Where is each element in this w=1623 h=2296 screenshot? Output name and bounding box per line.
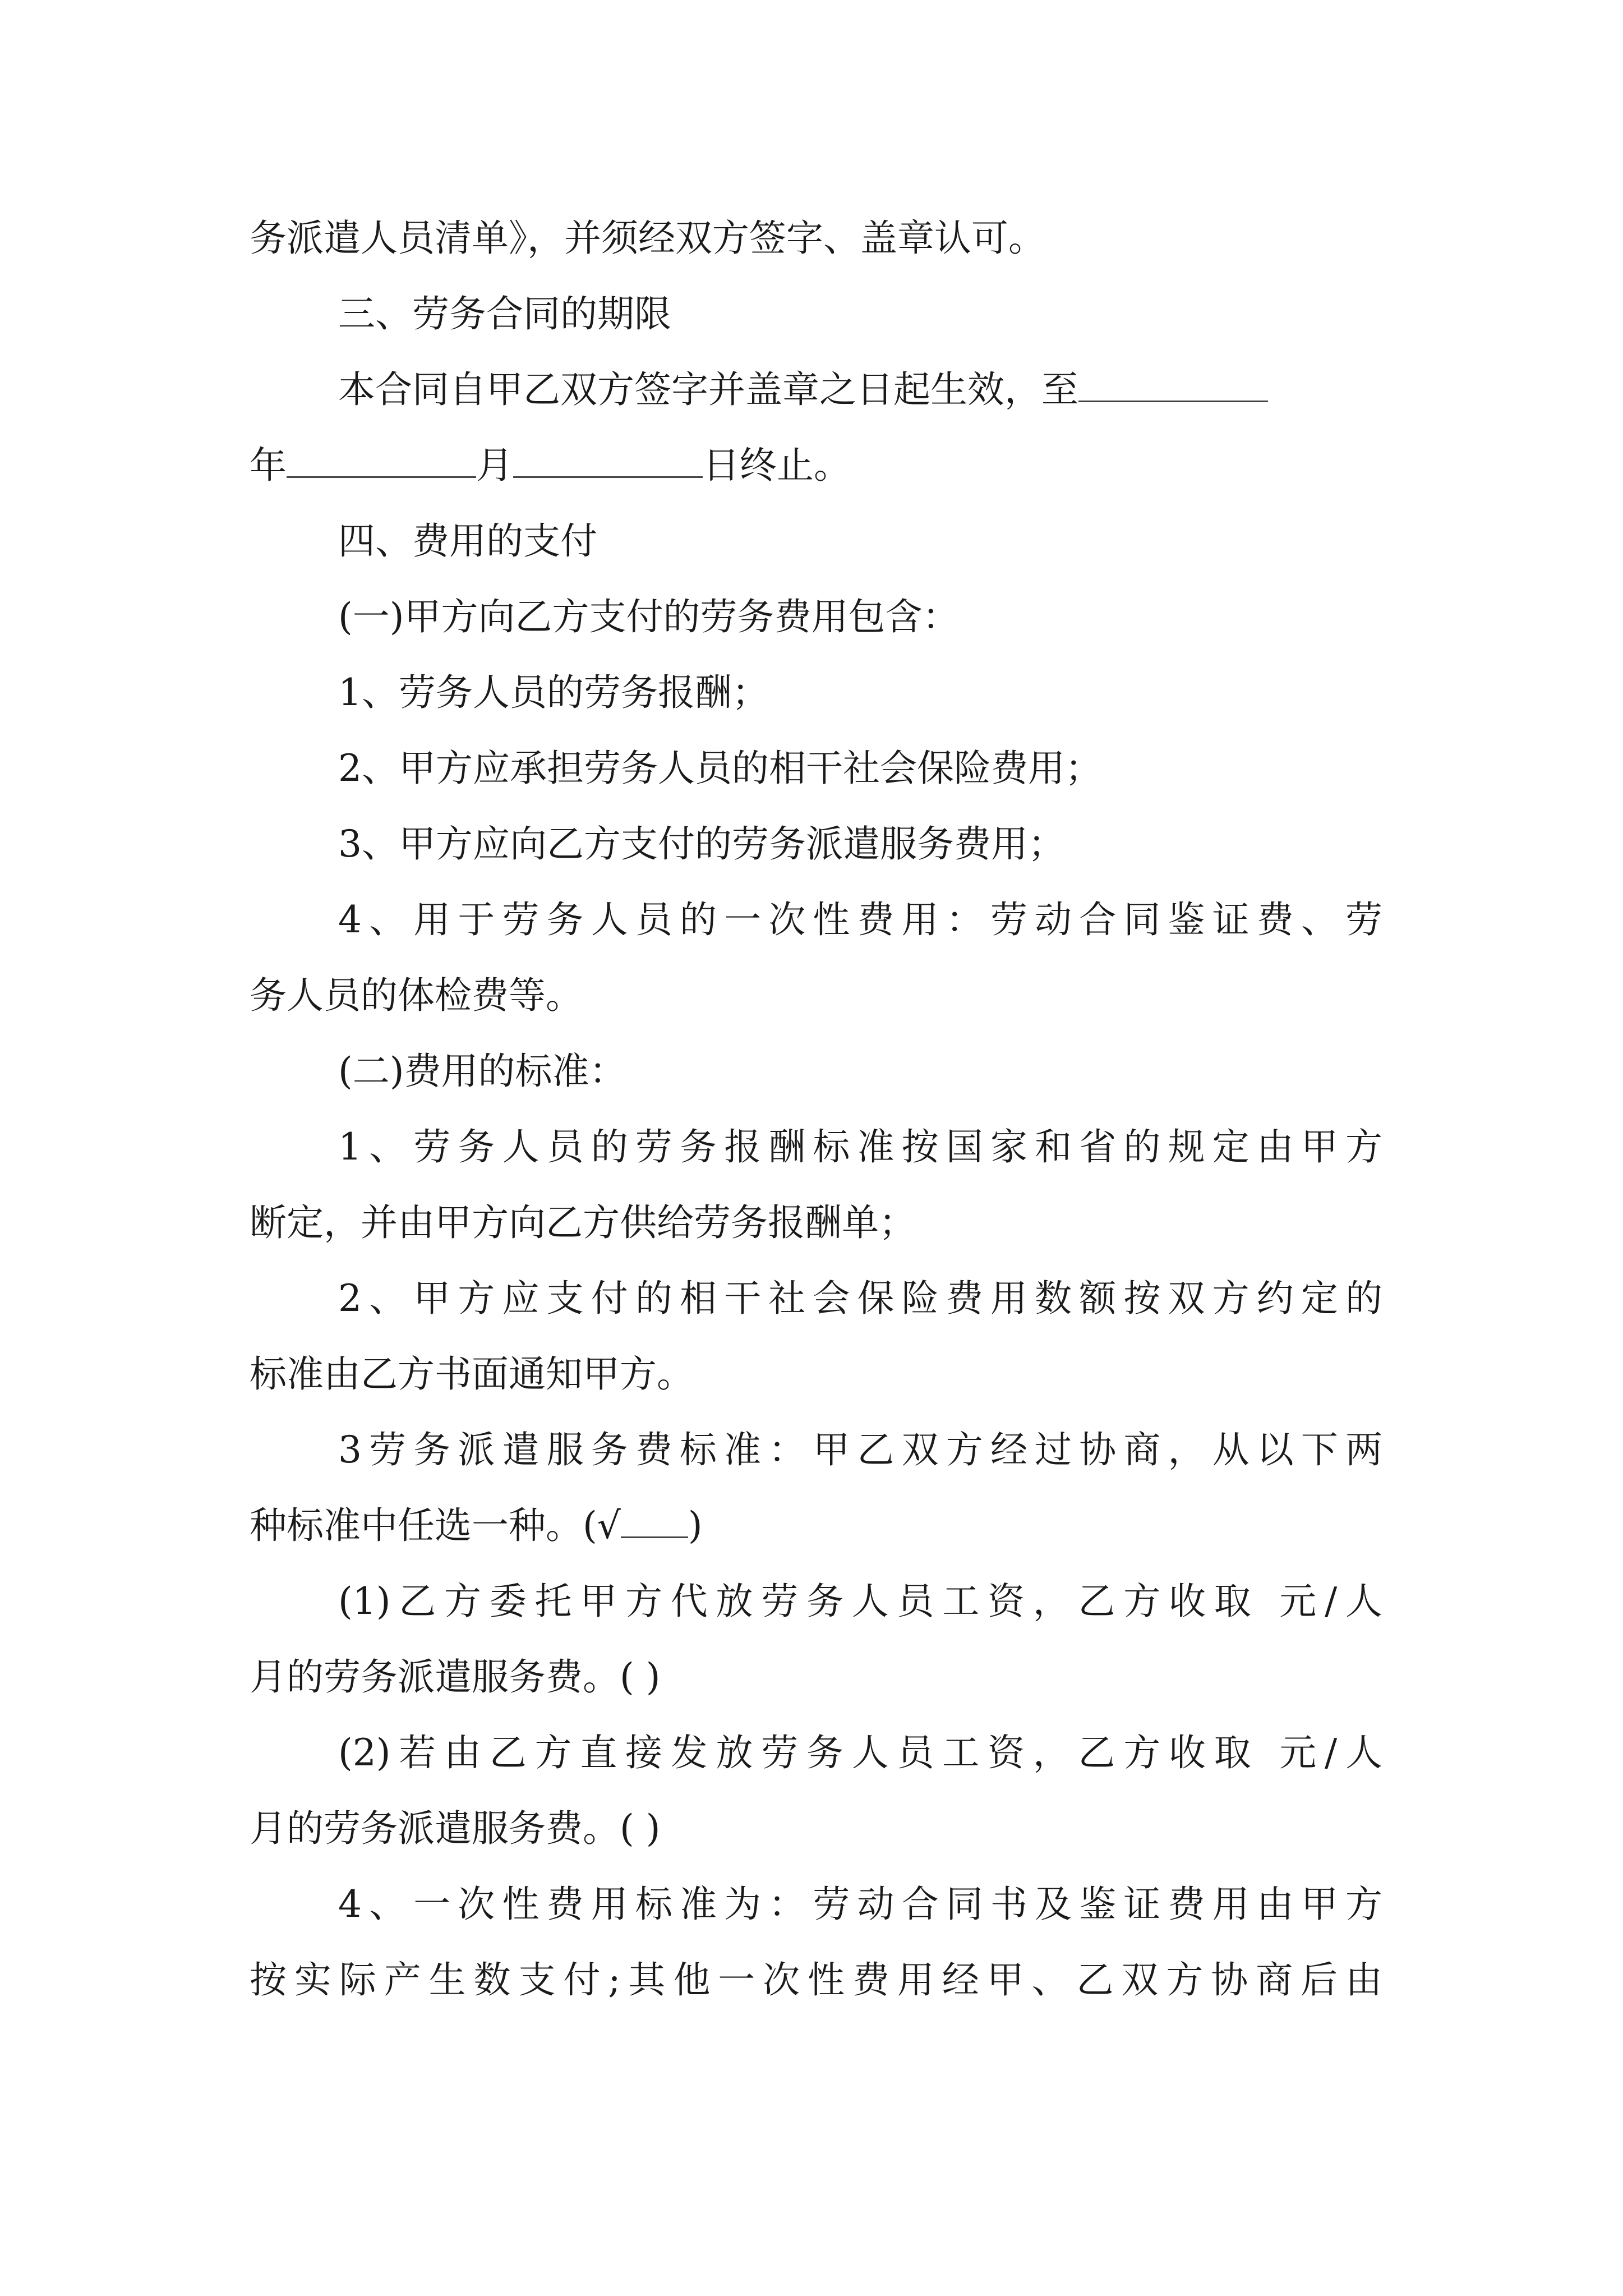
- text-line: 按实际产生数支付;其他一次性费用经甲、乙双方协商后由: [250, 1958, 1382, 2001]
- text-line: (2)若由乙方直接发放劳务人员工资，乙方收取 元/人: [338, 1731, 1382, 1774]
- text-line: 3、甲方应向乙方支付的劳务派遣服务费用；: [338, 822, 1065, 866]
- fill-blank: [621, 1503, 688, 1538]
- text-line: 2、甲方应支付的相干社会保险费用数额按双方约定的: [338, 1277, 1382, 1320]
- text-line: 2、甲方应承担劳务人员的相干社会保险费用；: [338, 747, 1102, 790]
- fill-blank: [513, 443, 703, 478]
- text-line: 月的劳务派遣服务费。( ): [250, 1655, 661, 1699]
- text-line: 4、一次性费用标准为：劳动合同书及鉴证费用由甲方: [338, 1883, 1382, 1926]
- text-line: 断定，并由甲方向乙方供给劳务报酬单；: [250, 1201, 916, 1244]
- text-line: 4、用于劳务人员的一次性费用：劳动合同鉴证费、劳: [338, 898, 1382, 941]
- text-segment: 种标准中任选一种。(: [250, 1504, 597, 1547]
- text-line: [338, 365, 1268, 415]
- text-line: (1)乙方委托甲方代放劳务人员工资，乙方收取 元/人: [338, 1580, 1382, 1623]
- section-heading: 三、劳务合同的期限: [338, 292, 671, 335]
- text-line: 务派遣人员清单》，并须经双方签字、盖章认可。: [250, 217, 1045, 260]
- fill-blank: [287, 443, 476, 478]
- text-line: 标准由乙方书面通知甲方。: [250, 1352, 694, 1396]
- text-line: 月的劳务派遣服务费。( ): [250, 1807, 661, 1850]
- check-mark: √: [597, 1504, 621, 1547]
- text-line: (二)费用的标准：: [338, 1050, 626, 1093]
- text-segment: 年: [250, 444, 287, 487]
- fill-blank: [1078, 367, 1268, 402]
- text-line: [250, 440, 851, 491]
- text-line: 3劳务派遣服务费标准：甲乙双方经过协商，从以下两: [338, 1428, 1382, 1471]
- text-segment: 月: [476, 444, 513, 487]
- text-segment: 日终止。: [703, 444, 851, 487]
- text-line: 1、劳务人员的劳务报酬标准按国家和省的规定由甲方: [338, 1125, 1382, 1168]
- section-heading: 四、费用的支付: [338, 519, 597, 563]
- text-line: [250, 1501, 703, 1551]
- text-segment: ): [688, 1504, 703, 1547]
- text-segment: 本合同自甲乙双方签字并盖章之日起生效，至: [338, 368, 1078, 411]
- text-line: (一)甲方向乙方支付的劳务费用包含：: [338, 595, 960, 638]
- text-line: 务人员的体检费等。: [250, 974, 583, 1017]
- text-line: 1、劳务人员的劳务报酬；: [338, 671, 769, 714]
